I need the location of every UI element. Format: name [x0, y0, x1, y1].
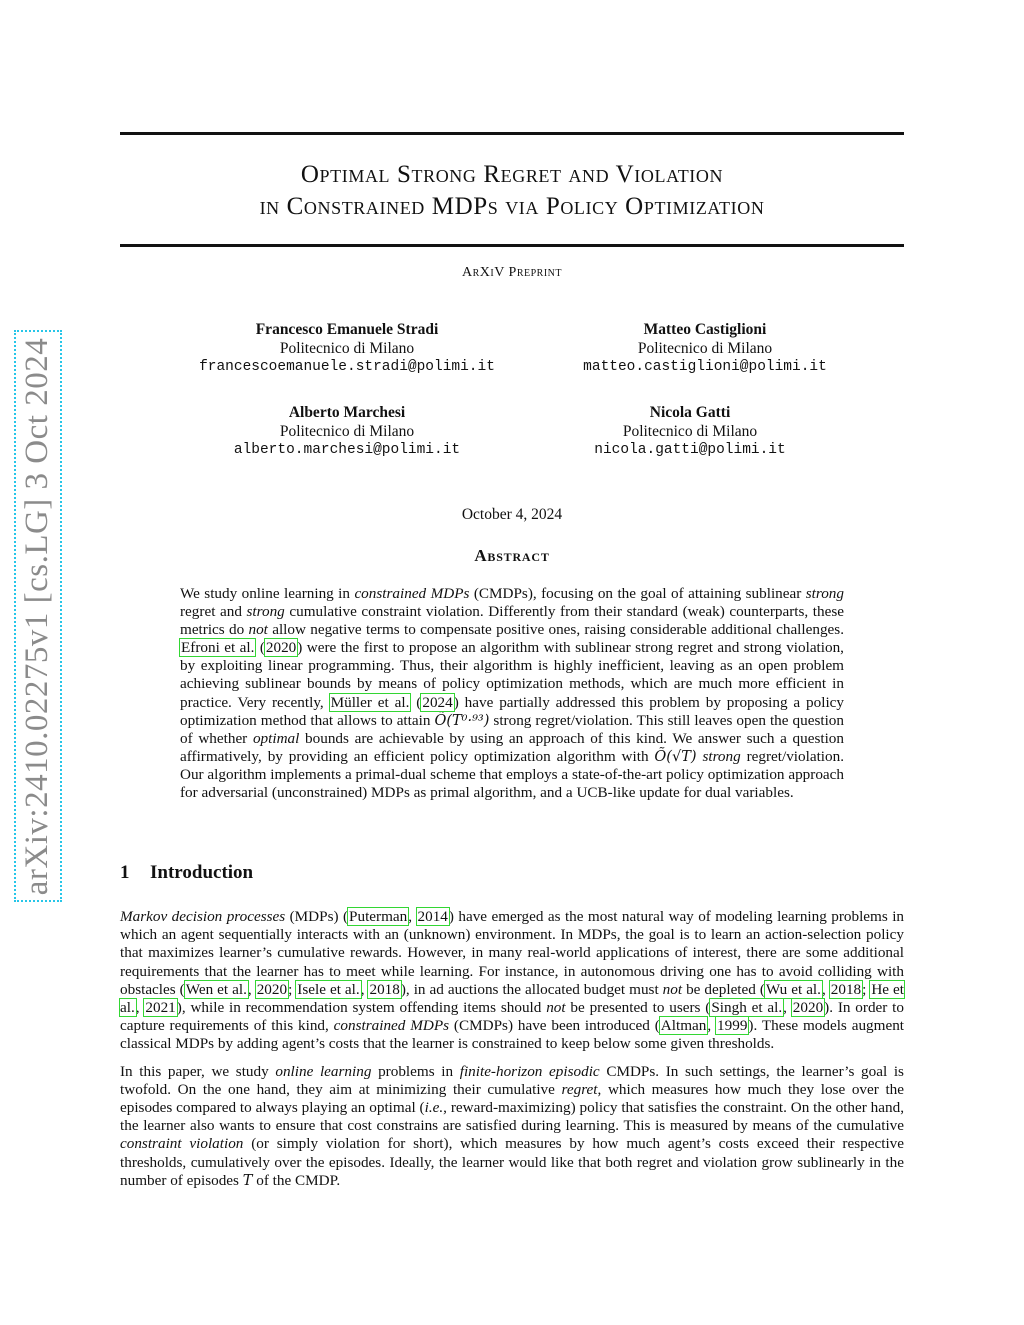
- citation-link[interactable]: 2014: [417, 908, 448, 925]
- author-affiliation: Politecnico di Milano: [279, 423, 415, 440]
- math-symbol: T: [242, 1172, 253, 1189]
- author-block: [157, 320, 537, 377]
- citation-link[interactable]: Altman: [660, 1017, 707, 1035]
- paper-title: [120, 159, 904, 223]
- citation-link[interactable]: Singh et al.: [711, 999, 783, 1017]
- section-heading: [120, 862, 253, 884]
- section-number: 1: [120, 862, 130, 883]
- author-email[interactable]: alberto.marchesi@polimi.it: [233, 442, 461, 458]
- author-email[interactable]: nicola.gatti@polimi.it: [594, 442, 786, 458]
- citation-link[interactable]: He et al.: [120, 980, 905, 1017]
- citation-link[interactable]: Wu et al.: [765, 980, 821, 998]
- author-affiliation: Politecnico di Milano: [622, 423, 758, 440]
- title-line-2: in Constrained MDPs via Policy Optimization: [259, 193, 765, 220]
- author-name: Francesco Emanuele Stradi: [255, 321, 439, 338]
- author-affiliation: Politecnico di Milano: [637, 340, 773, 357]
- citation-link[interactable]: Isele et al.: [297, 980, 360, 998]
- author-email[interactable]: matteo.castiglioni@polimi.it: [583, 359, 827, 375]
- citation-link[interactable]: 2018: [830, 980, 862, 998]
- paragraph: Markov decision processes (MDPs) (Puterman, 2014) have emerged as the most natural way of modeling learning problems in which an agent sequentially interacts with an (unknown) environment. In MDPs, the goal is to learn an action-selection policy that maximizes learner’s cumulative rewards. However, in many real-world applications of interest, there are some additional requirements that the learner has to meet while learning. For instance, in autonomous driving one has to avoid colliding with obstacles (Wen et al., 2020; Isele et al., 2018), in ad auctions the allocated budget must not be depleted (Wu et al., 2018; He et al., 2021), while in recommendation system offending items should not be presented to users (Singh et al., 2020). In order to capture requirements of this kind, constrained MDPs (CMDPs) have been introduced (Altman, 1999). These models augment classical MDPs by adding agent’s costs that the learner is constrained to keep below some given thresholds.: [120, 908, 905, 1053]
- abstract-heading: Abstract: [474, 546, 550, 565]
- section-body: [120, 908, 904, 1199]
- citation-link[interactable]: Efroni et al.: [181, 639, 255, 657]
- title-line-1: Optimal Strong Regret and Violation: [300, 161, 724, 188]
- citation-link[interactable]: 2020: [256, 980, 288, 998]
- preprint-label: ArXiV Preprint: [461, 265, 563, 280]
- citation-link[interactable]: 2021: [145, 999, 176, 1017]
- abstract-text: We study online learning in constrained MDPs (CMDPs), focusing on the goal of attaining sublinear strong regret and strong cumulative constraint violation. Differently from their standard (weak) counterparts, these metrics do not allow negative terms to compensate positive ones, raising considerable additional challenges. Efroni et al. (2020) were the first to propose an algorithm with sublinear strong regret and strong violation, by exploiting linear programming. Thus, their algorithm is highly inefficient, leaving as an open problem achieving sublinear bounds by means of policy optimization methods, which are much more efficient in practice. Very recently, Müller et al. (2024) have partially addressed this problem by proposing a policy optimization method that allows to attain Õ(T⁰·⁹³) strong regret/violation. This still leaves open the question of whether optimal bounds are achievable by using an approach of this kind. We answer such a question affirmatively, by providing an efficient policy optimization algorithm with Õ(√T) strong regret/violation. Our algorithm implements a primal-dual scheme that employs a state-of-the-art policy optimization approach for adversarial (unconstrained) MDPs as primal algorithm, and a UCB-like update for dual variables.: [180, 585, 845, 802]
- title-rule-top: [120, 132, 904, 135]
- arxiv-sidebar-stamp: [14, 330, 62, 902]
- citation-link[interactable]: 2020: [265, 639, 297, 657]
- paragraph: In this paper, we study online learning problems in finite-horizon episodic CMDPs. In such settings, the learner’s goal is twofold. On the one hand, they aim at minimizing their cumulative regret, which measures how much they lose over the episodes compared to always playing an optimal (i.e., reward-maximizing) policy that satisfies the constraint. On the other hand, the learner also wants to ensure that cost constrains are satisfied during learning. This is measured by means of the cumulative constraint violation (or simply violation for short), which measures by how much agent’s costs exceed their respective thresholds, cumulatively over the episodes. Ideally, the learner would like that both regret and violation grow sublinearly in the number of episodes T of the CMDP.: [120, 1062, 904, 1189]
- citation-link[interactable]: Wen et al.: [185, 980, 247, 998]
- citation-link[interactable]: 1999: [717, 1017, 748, 1035]
- author-email[interactable]: francescoemanuele.stradi@polimi.it: [199, 359, 495, 375]
- citation-link[interactable]: Puterman: [349, 908, 408, 925]
- math-expression: Õ(√T): [654, 748, 697, 765]
- author-affiliation: Politecnico di Milano: [279, 340, 415, 357]
- author-block: [515, 320, 895, 377]
- author-name: Matteo Castiglioni: [643, 321, 767, 338]
- author-block: [157, 403, 537, 460]
- citation-link[interactable]: 2018: [369, 980, 400, 998]
- section-title: Introduction: [150, 862, 254, 883]
- arxiv-id: arXiv:2410.02275v1 [cs.LG] 3 Oct 2024: [19, 337, 56, 895]
- title-rule-bottom: [120, 244, 904, 247]
- math-expression: Õ(T⁰·⁹³): [434, 712, 490, 729]
- citation-link[interactable]: Müller et al.: [330, 693, 410, 711]
- author-name: Alberto Marchesi: [288, 404, 406, 421]
- citation-link[interactable]: 2020: [792, 999, 824, 1017]
- paper-date: October 4, 2024: [461, 506, 563, 523]
- author-name: Nicola Gatti: [649, 404, 731, 421]
- citation-link[interactable]: 2024: [422, 693, 453, 711]
- author-block: [500, 403, 880, 460]
